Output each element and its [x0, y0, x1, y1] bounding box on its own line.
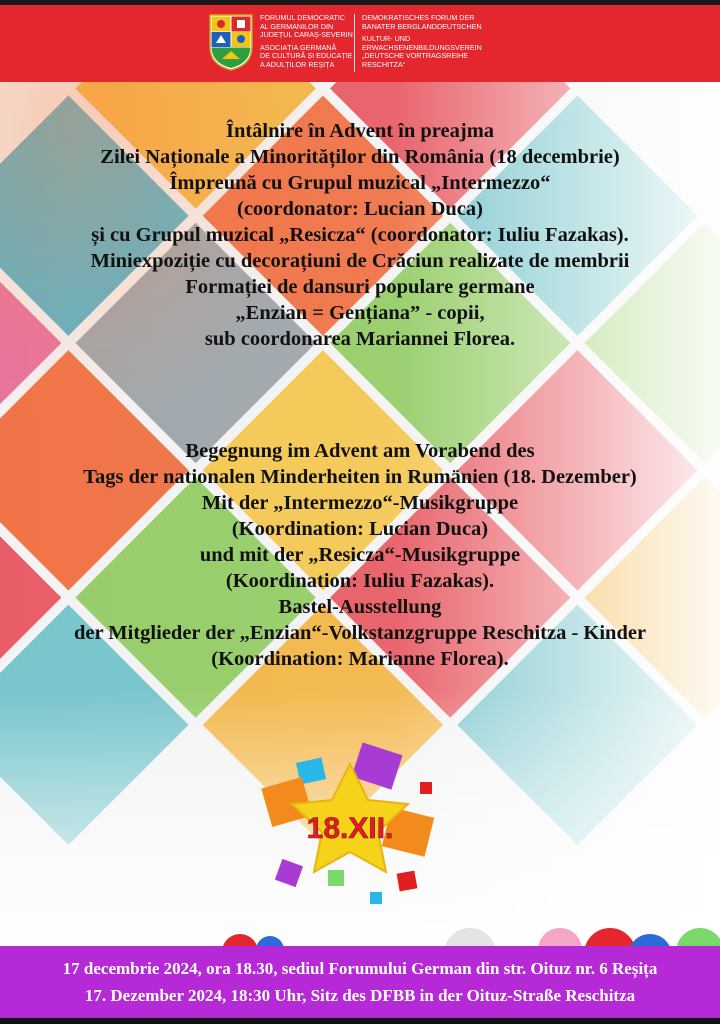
- header-divider: [354, 14, 355, 72]
- announcement-de-line: (Koordination: Lucian Duca): [231, 518, 489, 540]
- announcement-de-line: Mit der „Intermezzo“-Musikgruppe: [201, 492, 519, 514]
- announcement-de-line: der Mitglieder der „Enzian“-Volkstanzgruppe Reschitza - Kinder: [73, 622, 647, 644]
- announcement-ro-line: Întâlnire în Advent în preajma: [225, 120, 495, 142]
- announcement-ro-line: Împreună cu Grupul muzical „Intermezzo“: [169, 172, 551, 194]
- org-names-romanian: [260, 14, 353, 70]
- assoc-ro-line: ASOCIAȚIA GERMANĂ: [260, 42, 337, 52]
- announcement-de-line: (Koordination: Marianne Florea).: [211, 648, 509, 670]
- footer-line-romanian: 17 decembrie 2024, ora 18.30, sediul Forumului German din str. Oituz nr. 6 Reșița: [62, 959, 658, 978]
- top-border: [0, 0, 720, 5]
- assoc-ro-line: DE CULTURĂ ȘI EDUCAȚIE: [260, 51, 353, 61]
- announcement-german: [0, 438, 720, 672]
- assoc-de-line: KULTUR- UND: [362, 34, 411, 44]
- coat-of-arms-logo-icon: [208, 13, 254, 71]
- org-ro-line: JUDEȚUL CARAȘ-SEVERIN: [260, 30, 353, 40]
- bottom-border: [0, 1018, 720, 1024]
- org-ro-line: AL GERMANILOR DIN: [260, 21, 334, 31]
- announcement-ro-line: Formației de dansuri populare germane: [185, 276, 535, 298]
- announcement-ro-line: Zilei Naționale a Minorităților din România (18 decembrie): [100, 146, 620, 168]
- announcement-ro-line: Miniexpoziție cu decorațiuni de Crăciun realizate de membrii: [90, 250, 630, 272]
- footer-bar: [0, 946, 720, 1024]
- assoc-de-line: ERWACHSENENBILDUNGSVEREIN: [362, 42, 482, 52]
- assoc-de-line: „DEUTSCHE VORTRAGSREIHE: [362, 51, 469, 61]
- announcement-de-line: Begegnung im Advent am Vorabend des: [185, 440, 535, 462]
- header-bar: [0, 0, 720, 82]
- org-ro-line: FORUMUL DEMOCRATIC: [260, 13, 346, 22]
- org-names-german: [362, 14, 482, 70]
- announcement-de-line: Tags der nationalen Minderheiten in Rumänien (18. Dezember): [83, 466, 637, 488]
- badge-label: 18.XII.: [306, 812, 394, 845]
- announcement-ro-line: sub coordonarea Mariannei Florea.: [204, 328, 516, 350]
- org-de-line: DEMOKRATISCHES FORUM DER: [362, 13, 475, 22]
- org-de-line: BANATER BERGLANDDEUTSCHEN: [362, 21, 482, 31]
- announcement-de-line: Bastel-Ausstellung: [278, 596, 442, 618]
- assoc-de-line: RESCHITZA“: [362, 59, 406, 69]
- announcement-de-line: und mit der „Resicza“-Musikgruppe: [199, 544, 521, 566]
- announcement-de-line: (Koordination: Iuliu Fazakas).: [225, 570, 495, 592]
- footer-line-german: 17. Dezember 2024, 18:30 Uhr, Sitz des DFBB in der Oituz-Straße Reschitza: [84, 986, 636, 1005]
- announcement-ro-line: și cu Grupul muzical „Resicza“ (coordonator: Iuliu Fazakas).: [91, 224, 629, 246]
- announcement-ro-line: (coordonator: Lucian Duca): [237, 198, 483, 220]
- announcement-romanian: [0, 118, 720, 352]
- confetti-star-badge-icon: [258, 742, 448, 912]
- announcement-ro-line: „Enzian = Gențiana” - copii,: [235, 302, 485, 324]
- assoc-ro-line: A ADULȚILOR REȘIȚA: [260, 59, 335, 69]
